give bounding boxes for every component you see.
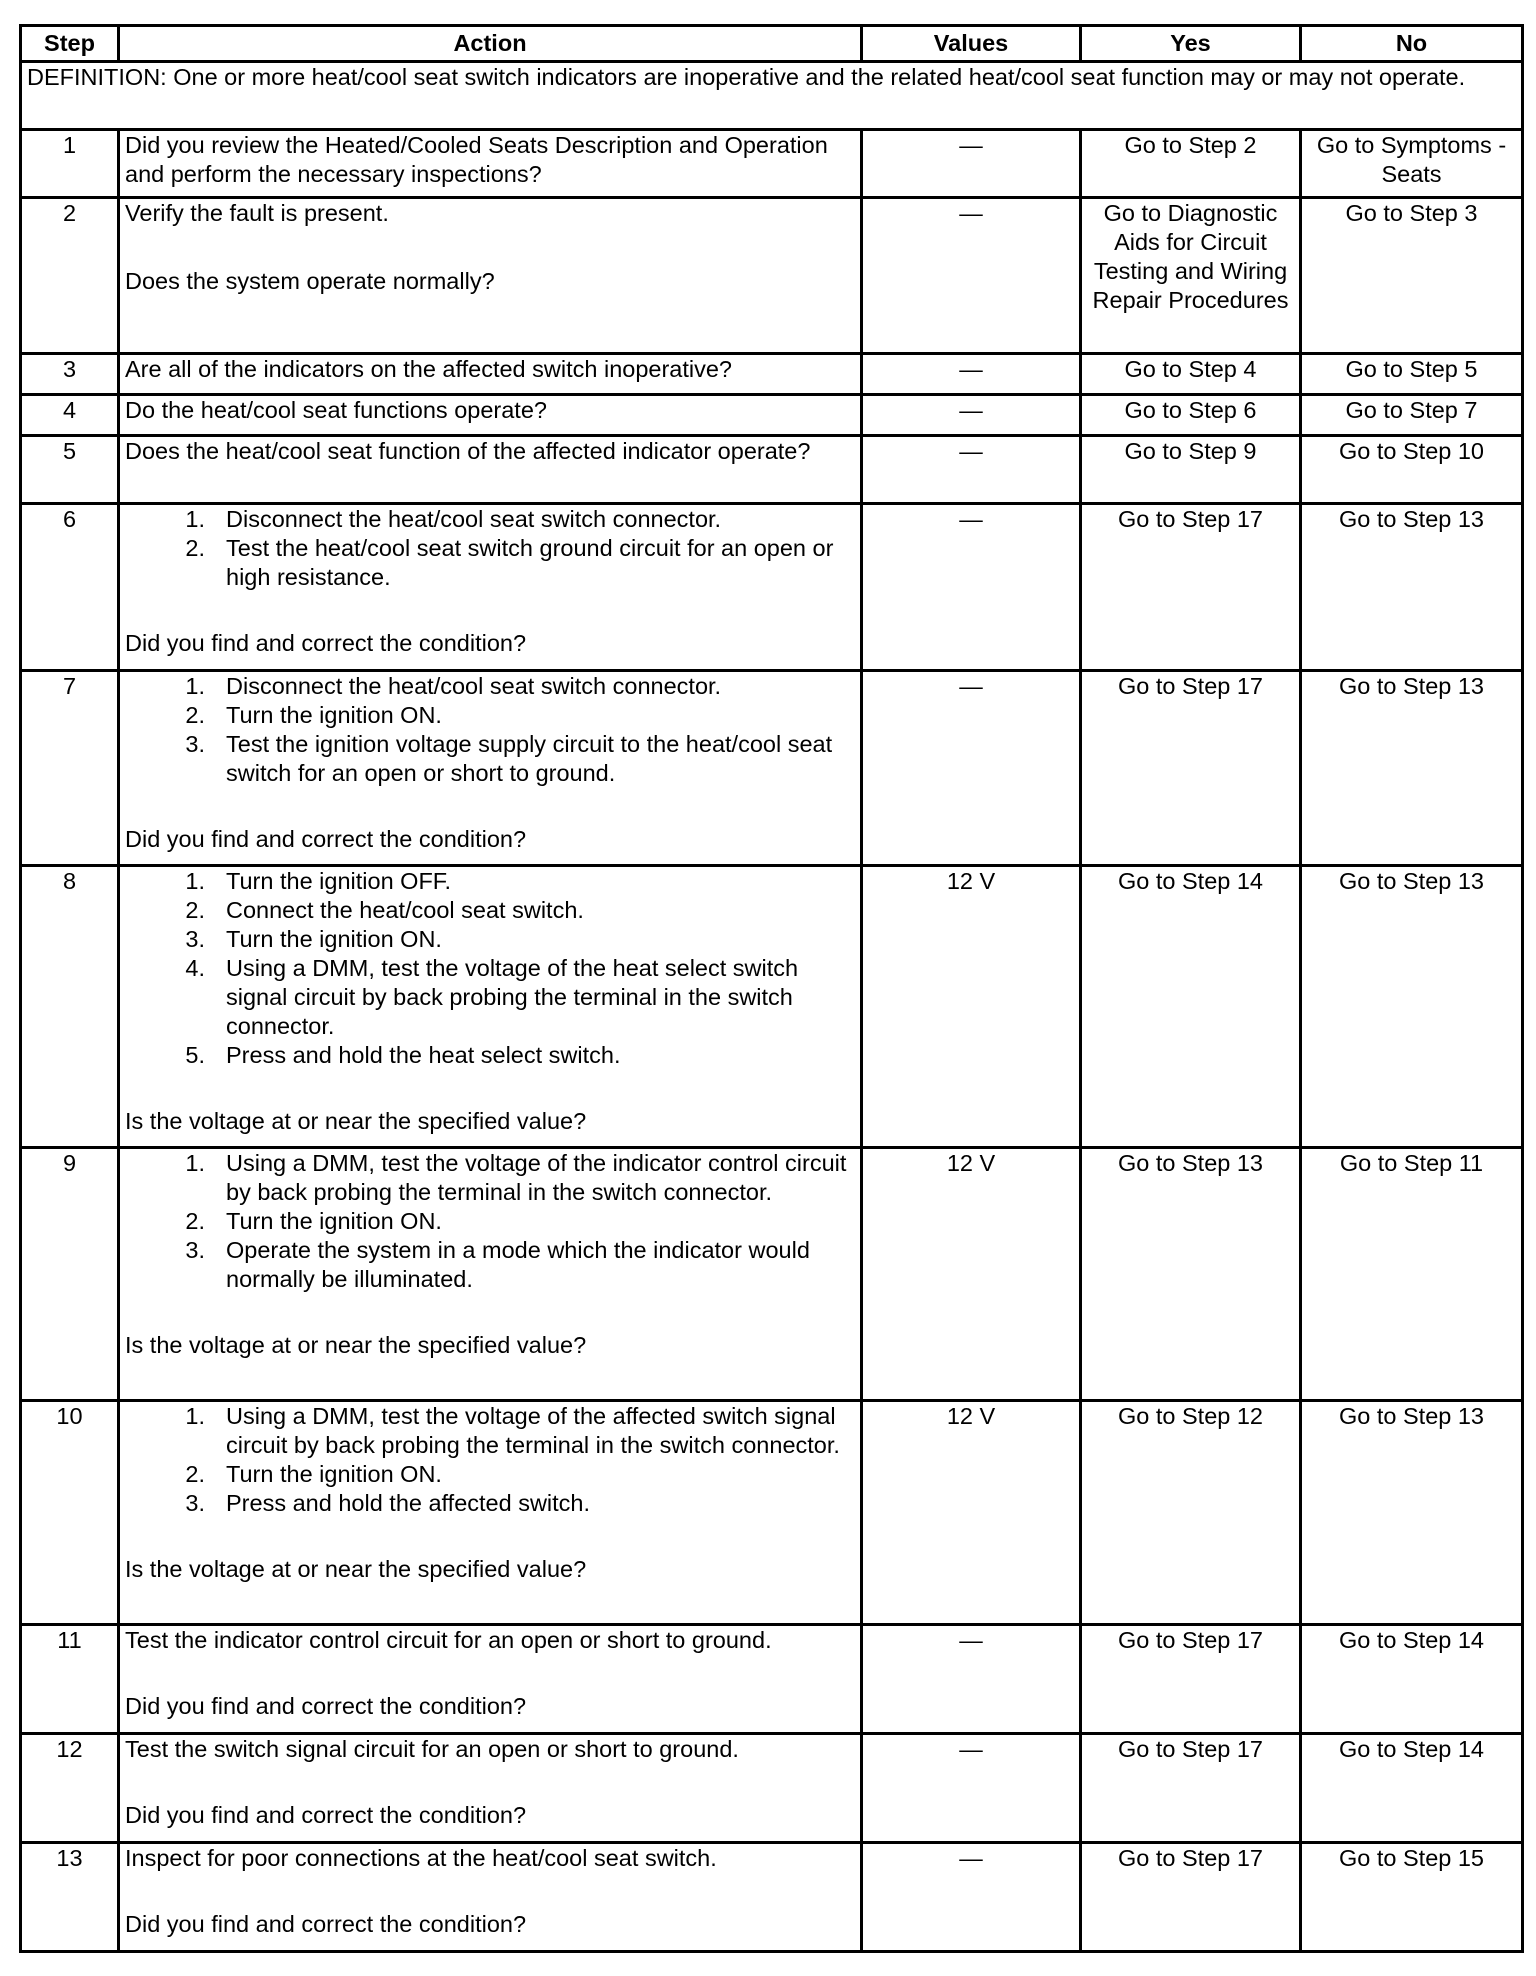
action-text: Test the indicator control circuit for an open or short to ground.: [125, 1627, 772, 1653]
no-link[interactable]: Go to Step 13: [1301, 866, 1523, 1148]
action-cell: [119, 671, 862, 866]
no-link[interactable]: Go to Step 5: [1301, 354, 1523, 395]
value-text: —: [862, 436, 1081, 504]
action-cell: [119, 1625, 862, 1734]
action-question: Is the voltage at or near the specified value?: [125, 1108, 587, 1134]
action-cell: [119, 198, 862, 354]
step-number: 9: [21, 1148, 119, 1401]
yes-link[interactable]: Go to Step 17: [1081, 1734, 1301, 1843]
action-cell: [119, 1734, 862, 1843]
step-number: 11: [21, 1625, 119, 1734]
value-text: —: [862, 354, 1081, 395]
list-item: 1. Disconnect the heat/cool seat switch connector.: [185, 506, 722, 532]
substep-list: [125, 505, 855, 592]
table-row: [21, 866, 1523, 1148]
table-row: [21, 436, 1523, 504]
action-cell: [119, 1401, 862, 1625]
no-link[interactable]: Go to Step 13: [1301, 671, 1523, 866]
yes-link[interactable]: Go to Step 12: [1081, 1401, 1301, 1625]
table-row: [21, 504, 1523, 671]
list-item: 1. Turn the ignition OFF.: [185, 868, 452, 894]
value-text: —: [862, 504, 1081, 671]
no-link[interactable]: Go to Step 15: [1301, 1843, 1523, 1952]
table-row: [21, 671, 1523, 866]
value-text: 12 V: [862, 1401, 1081, 1625]
step-number: 12: [21, 1734, 119, 1843]
action-question: Did you find and correct the condition?: [125, 826, 527, 852]
list-item: 2. Test the heat/cool seat switch ground circuit for an open or high resistance.: [185, 535, 834, 590]
table-row: [21, 198, 1523, 354]
action-text: Does the heat/cool seat function of the affected indicator operate?: [119, 436, 862, 504]
list-item: 3. Turn the ignition ON.: [185, 926, 442, 952]
step-number: 5: [21, 436, 119, 504]
step-number: 3: [21, 354, 119, 395]
step-number: 10: [21, 1401, 119, 1625]
table-row: [21, 395, 1523, 436]
yes-link[interactable]: Go to Step 14: [1081, 866, 1301, 1148]
table-row: [21, 1625, 1523, 1734]
table-row: [21, 130, 1523, 198]
action-cell: [119, 1843, 862, 1952]
substep-list: [125, 672, 855, 788]
list-item: 2. Turn the ignition ON.: [185, 1208, 442, 1234]
action-question: Did you find and correct the condition?: [125, 1911, 527, 1937]
value-text: 12 V: [862, 1148, 1081, 1401]
substep-list: [125, 1149, 855, 1294]
header-action: Action: [119, 26, 862, 62]
no-link[interactable]: Go to Step 7: [1301, 395, 1523, 436]
value-text: —: [862, 130, 1081, 198]
action-cell: [119, 504, 862, 671]
definition-row: [21, 62, 1523, 130]
yes-link[interactable]: Go to Step 6: [1081, 395, 1301, 436]
definition-text: DEFINITION: One or more heat/cool seat switch indicators are inoperative and the related heat/cool seat function may or may not operate.: [21, 62, 1523, 130]
action-text: Are all of the indicators on the affected switch inoperative?: [119, 354, 862, 395]
substep-list: [125, 867, 855, 1070]
yes-link[interactable]: Go to Step 2: [1081, 130, 1301, 198]
step-number: 1: [21, 130, 119, 198]
yes-link[interactable]: Go to Step 17: [1081, 1843, 1301, 1952]
no-link[interactable]: Go to Step 11: [1301, 1148, 1523, 1401]
action-cell: [119, 1148, 862, 1401]
value-text: —: [862, 1843, 1081, 1952]
table-row: [21, 1148, 1523, 1401]
header-no: No: [1301, 26, 1523, 62]
value-text: 12 V: [862, 866, 1081, 1148]
step-number: 4: [21, 395, 119, 436]
no-link[interactable]: Go to Step 13: [1301, 504, 1523, 671]
list-item: 2. Turn the ignition ON.: [185, 1461, 442, 1487]
action-question: Did you find and correct the condition?: [125, 1802, 527, 1828]
list-item: 2. Turn the ignition ON.: [185, 702, 442, 728]
action-question: Is the voltage at or near the specified value?: [125, 1332, 587, 1358]
action-text: Test the switch signal circuit for an open or short to ground.: [125, 1736, 739, 1762]
substep-list: [125, 1402, 855, 1518]
diagnostic-table: [19, 24, 1524, 1953]
action-text: Inspect for poor connections at the heat/cool seat switch.: [125, 1845, 717, 1871]
header-yes: Yes: [1081, 26, 1301, 62]
list-item: 1. Using a DMM, test the voltage of the indicator control circuit by back probing the terminal in the switch connector.: [185, 1150, 847, 1205]
value-text: —: [862, 1734, 1081, 1843]
step-number: 8: [21, 866, 119, 1148]
yes-link[interactable]: Go to Step 17: [1081, 671, 1301, 866]
no-link[interactable]: Go to Step 14: [1301, 1625, 1523, 1734]
step-number: 13: [21, 1843, 119, 1952]
list-item: 1. Disconnect the heat/cool seat switch connector.: [185, 673, 722, 699]
list-item: 2. Connect the heat/cool seat switch.: [185, 897, 584, 923]
no-link[interactable]: Go to Symptoms - Seats: [1301, 130, 1523, 198]
header-row: [21, 26, 1523, 62]
yes-link[interactable]: Go to Step 4: [1081, 354, 1301, 395]
table-row: [21, 354, 1523, 395]
yes-link[interactable]: Go to Step 17: [1081, 1625, 1301, 1734]
action-text: Verify the fault is present.: [125, 200, 389, 226]
header-values: Values: [862, 26, 1081, 62]
action-cell: [119, 866, 862, 1148]
list-item: 4. Using a DMM, test the voltage of the heat select switch signal circuit by back probing the terminal in the switch connector.: [185, 955, 799, 1039]
action-question: Is the voltage at or near the specified value?: [125, 1556, 587, 1582]
value-text: —: [862, 671, 1081, 866]
no-link[interactable]: Go to Step 10: [1301, 436, 1523, 504]
list-item: 3. Operate the system in a mode which the indicator would normally be illuminated.: [185, 1237, 810, 1292]
table-row: [21, 1843, 1523, 1952]
step-number: 7: [21, 671, 119, 866]
table-row: [21, 1734, 1523, 1843]
no-link[interactable]: Go to Step 3: [1301, 198, 1523, 354]
list-item: 1. Using a DMM, test the voltage of the affected switch signal circuit by back probing the terminal in the switch connector.: [185, 1403, 840, 1458]
value-text: —: [862, 395, 1081, 436]
action-text: Did you review the Heated/Cooled Seats Description and Operation and perform the necessary inspections?: [119, 130, 862, 198]
no-link[interactable]: Go to Step 14: [1301, 1734, 1523, 1843]
value-text: —: [862, 1625, 1081, 1734]
action-question: Does the system operate normally?: [125, 268, 495, 294]
action-text: Do the heat/cool seat functions operate?: [119, 395, 862, 436]
action-question: Did you find and correct the condition?: [125, 1693, 527, 1719]
header-step: Step: [21, 26, 119, 62]
value-text: —: [862, 198, 1081, 354]
list-item: 3. Test the ignition voltage supply circuit to the heat/cool seat switch for an open or short to ground.: [185, 731, 833, 786]
step-number: 2: [21, 198, 119, 354]
yes-link[interactable]: Go to Step 13: [1081, 1148, 1301, 1401]
no-link[interactable]: Go to Step 13: [1301, 1401, 1523, 1625]
action-question: Did you find and correct the condition?: [125, 630, 527, 656]
list-item: 3. Press and hold the affected switch.: [185, 1490, 591, 1516]
list-item: 5. Press and hold the heat select switch.: [185, 1042, 621, 1068]
yes-link[interactable]: Go to Step 9: [1081, 436, 1301, 504]
table-row: [21, 1401, 1523, 1625]
yes-link[interactable]: Go to Diagnostic Aids for Circuit Testing and Wiring Repair Procedures: [1081, 198, 1301, 354]
step-number: 6: [21, 504, 119, 671]
yes-link[interactable]: Go to Step 17: [1081, 504, 1301, 671]
